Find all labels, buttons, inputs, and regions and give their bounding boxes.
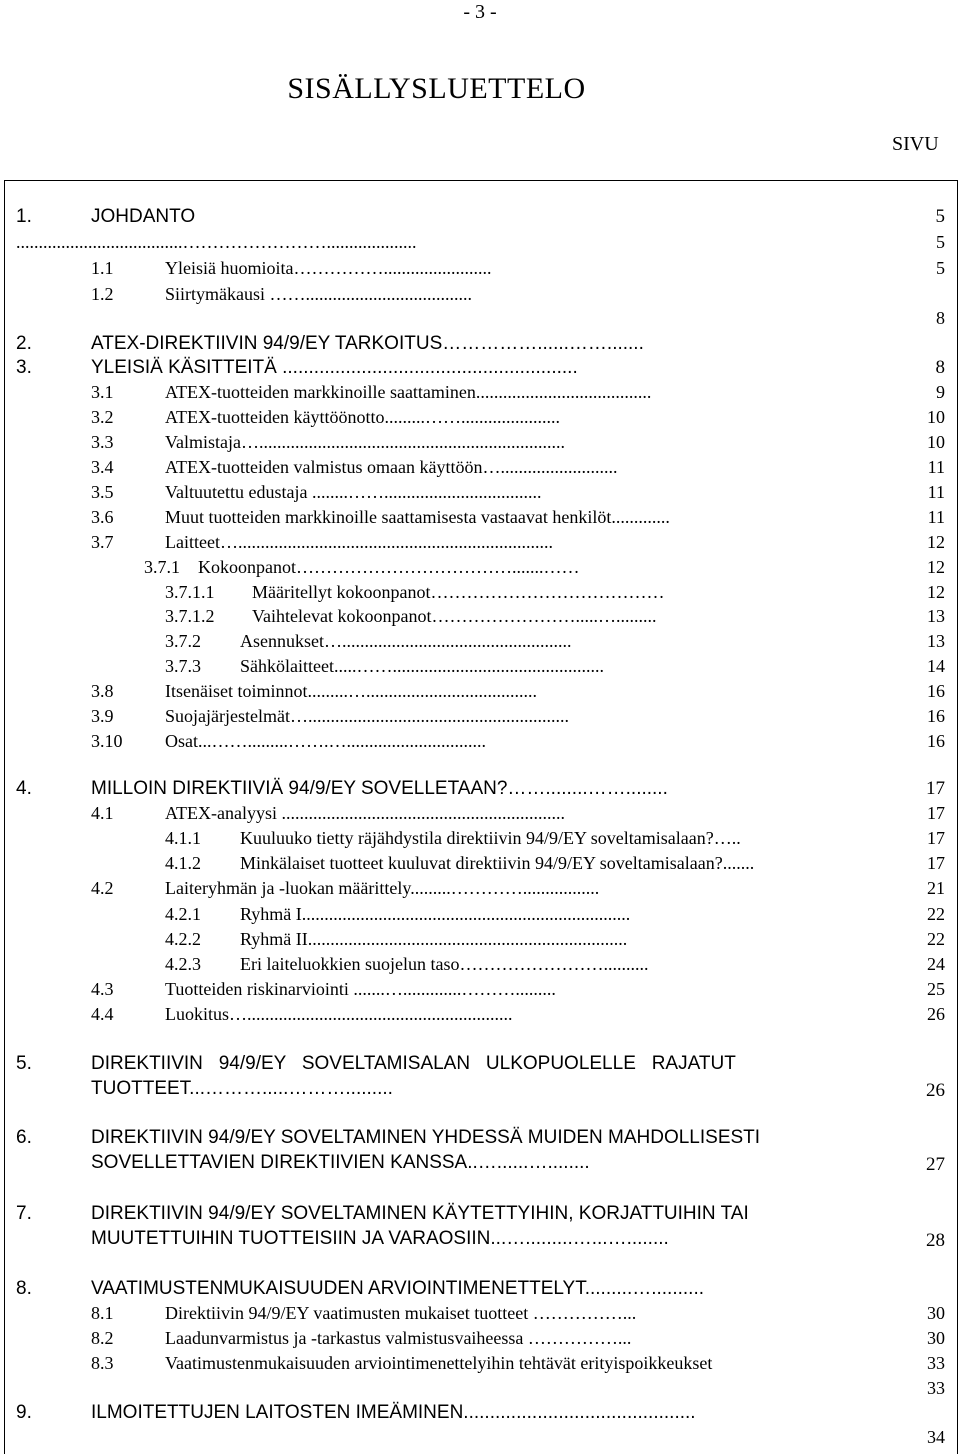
entry-number: 3.4	[91, 457, 114, 477]
entry-title: Kuuluuko tietty räjähdystila direktiivin 94/9/EY soveltamisalaan?…..	[240, 828, 741, 848]
entry-page: 8	[936, 308, 945, 328]
entry-page: 12	[927, 582, 945, 602]
entry-title: Vaatimustenmukaisuuden arviointimenettelyihin tehtävät erityispoikkeukset	[165, 1353, 713, 1373]
entry-page: 24	[927, 954, 945, 974]
toc-entry-3-5[interactable]	[0, 480, 960, 505]
toc-entry-3-1[interactable]	[0, 380, 960, 405]
entry-title: Laiteryhmän ja -luokan määrittely.........………….................	[165, 878, 600, 898]
entry-number: 4.1.1	[165, 828, 201, 848]
entry-title: DIREKTIIVIN 94/9/EY SOVELTAMINEN KÄYTETTYIHIN, KORJATTUIHIN TAI	[91, 1203, 749, 1224]
toc-entry-chapter-6[interactable]	[0, 1125, 960, 1150]
toc-entry-chapter-1[interactable]	[0, 204, 960, 229]
entry-page: 26	[926, 1080, 945, 1101]
toc-entry-1-1[interactable]	[0, 256, 960, 281]
toc-entry-4-3[interactable]	[0, 977, 960, 1002]
toc-entry-4-2[interactable]	[0, 876, 960, 901]
entry-number: 4.2.2	[165, 929, 201, 949]
entry-page: 12	[927, 532, 945, 552]
toc-entry-4-2-2[interactable]	[0, 927, 960, 952]
toc-entry-3-9[interactable]	[0, 704, 960, 729]
entry-number: 8.	[16, 1278, 32, 1299]
toc-entry-3-10[interactable]	[0, 729, 960, 754]
entry-title: Suojajärjestelmät…..........................................................	[165, 706, 569, 726]
entry-page: 33	[927, 1353, 945, 1373]
entry-title: Laitteet…......................................................................	[165, 532, 553, 552]
toc-entry-chapter-4[interactable]	[0, 776, 960, 801]
entry-title: ATEX-tuotteiden käyttöönotto.........……......................	[165, 407, 560, 427]
entry-number: 1.	[16, 206, 32, 227]
toc-entry-chapter-8[interactable]	[0, 1276, 960, 1301]
entry-page: 28	[926, 1230, 945, 1251]
entry-number: 4.3	[91, 979, 114, 999]
toc-entry-3-2[interactable]	[0, 405, 960, 430]
entry-title: Luokitus…...........................................................	[165, 1004, 513, 1024]
page-column-header: SIVU	[892, 133, 939, 155]
entry-page: 17	[927, 828, 945, 848]
entry-title: Laadunvarmistus ja -tarkastus valmistusvaiheessa ……………...	[165, 1328, 632, 1348]
entry-number: 3.	[16, 357, 32, 378]
entry-page: 9	[936, 382, 945, 402]
entry-number: 9.	[16, 1402, 32, 1423]
entry-page: 22	[927, 904, 945, 924]
entry-number: 3.7.1.2	[165, 606, 215, 626]
entry-title: ATEX-tuotteiden valmistus omaan käyttöön…..........................	[165, 457, 618, 477]
entry-page: 11	[927, 482, 945, 502]
entry-page: 17	[927, 803, 945, 823]
entry-title-continued: SOVELLETTAVIEN DIREKTIIVIEN KANSSA..…......…........	[91, 1152, 590, 1173]
toc-entry-chapter-6-cont	[0, 1150, 960, 1175]
entry-page: 34	[927, 1427, 945, 1447]
entry-page: 8	[935, 357, 945, 378]
entry-title: ILMOITETTUJEN LAITOSTEN IMEÄMINEN............................................	[91, 1402, 696, 1423]
entry-number: 4.4	[91, 1004, 114, 1024]
entry-title: Ryhmä I.........................................................................	[240, 904, 631, 924]
entry-title: Valmistaja…....................................................................	[165, 432, 565, 452]
entry-page: 5	[936, 232, 945, 252]
entry-number: 3.9	[91, 706, 114, 726]
entry-number: 2.	[16, 333, 32, 354]
final-page-number	[0, 1425, 960, 1450]
entry-number: 3.10	[91, 731, 123, 751]
entry-title: ATEX-tuotteiden markkinoille saattaminen.......................................	[165, 382, 652, 402]
orphan-page-number	[0, 1376, 960, 1401]
entry-title: Valtuutettu edustaja ........……...................................	[165, 482, 542, 502]
entry-title: Kokoonpanot……………………………….......……	[198, 557, 580, 577]
entry-number: 4.1	[91, 803, 114, 823]
entry-title: VAATIMUSTENMUKAISUUDEN ARVIOINTIMENETTELYT.........…..........	[91, 1278, 705, 1299]
toc-entry-3-7[interactable]	[0, 530, 960, 555]
entry-title: Eri laiteluokkien suojelun taso……………………..........	[240, 954, 649, 974]
toc-entry-chapter-7-cont	[0, 1226, 960, 1251]
entry-page: 10	[927, 407, 945, 427]
entry-page: 12	[927, 557, 945, 577]
toc-entry-4-1-2[interactable]	[0, 851, 960, 876]
toc-entry-4-4[interactable]	[0, 1002, 960, 1027]
entry-title: JOHDANTO	[91, 206, 196, 227]
toc-entry-chapter-3[interactable]	[0, 355, 960, 380]
entry-number: 4.	[16, 778, 32, 799]
toc-entry-4-1-1[interactable]	[0, 826, 960, 851]
toc-entry-3-7-2[interactable]	[0, 629, 960, 654]
toc-entry-chapter-5[interactable]	[0, 1051, 960, 1076]
entry-page: 10	[927, 432, 945, 452]
orphan-page-number	[0, 306, 960, 331]
entry-title: Sähkölaitteet.....……...............................................	[240, 656, 604, 676]
entry-title: Muut tuotteiden markkinoille saattamisesta vastaavat henkilöt.............	[165, 507, 670, 527]
entry-title: ATEX-analyysi ...............................................................	[165, 803, 565, 823]
entry-number: 6.	[16, 1127, 32, 1148]
entry-page: 27	[926, 1154, 945, 1175]
entry-page: 13	[927, 606, 945, 626]
entry-number: 3.7.1	[144, 557, 180, 577]
toc-entry-3-4[interactable]	[0, 455, 960, 480]
toc-entry-chapter-9[interactable]	[0, 1400, 960, 1425]
entry-title-continued: TUOTTEET...……….....……….........	[91, 1078, 393, 1099]
entry-number: 5.	[16, 1053, 32, 1074]
entry-number: 4.2.1	[165, 904, 201, 924]
entry-number: 4.2	[91, 878, 114, 898]
entry-number: 7.	[16, 1203, 32, 1224]
page-number: - 3 -	[463, 1, 497, 23]
entry-page: 14	[927, 656, 945, 676]
entry-number: 8.1	[91, 1303, 114, 1323]
entry-page: 11	[927, 507, 945, 527]
entry-number: 3.7	[91, 532, 114, 552]
entry-number: 4.1.2	[165, 853, 201, 873]
entry-number: 8.3	[91, 1353, 114, 1373]
entry-page: 16	[927, 706, 945, 726]
entry-page: 30	[927, 1303, 945, 1323]
dots-leader: .....................................……………………....................	[16, 232, 417, 252]
entry-title: YLEISIÄ KÄSITTEITÄ ........................................................	[91, 357, 578, 378]
entry-page: 30	[927, 1328, 945, 1348]
entry-number: 1.2	[91, 284, 114, 304]
entry-number: 3.7.3	[165, 656, 201, 676]
toc-dots-line	[0, 230, 960, 255]
toc-entry-4-1[interactable]	[0, 801, 960, 826]
entry-title: Vaihtelevat kokoonpanot…………………….....….........	[252, 606, 657, 626]
toc-entry-3-7-1[interactable]	[0, 555, 960, 580]
entry-page: 11	[927, 457, 945, 477]
entry-number: 3.3	[91, 432, 114, 452]
entry-number: 3.7.2	[165, 631, 201, 651]
entry-page: 26	[927, 1004, 945, 1024]
entry-title: Asennukset…...................................................	[240, 631, 572, 651]
entry-page: 17	[927, 853, 945, 873]
entry-title: Minkälaiset tuotteet kuuluvat direktiivin 94/9/EY soveltamisalaan?.......	[240, 853, 755, 873]
entry-page: 22	[927, 929, 945, 949]
entry-title: DIREKTIIVIN 94/9/EY SOVELTAMINEN YHDESSÄ MUIDEN MAHDOLLISESTI	[91, 1127, 761, 1148]
entry-page: 17	[926, 778, 945, 799]
entry-page: 13	[927, 631, 945, 651]
toc-entry-4-2-3[interactable]	[0, 952, 960, 977]
entry-title-continued: MUUTETTUIHIN TUOTTEISIIN JA VARAOSIIN...….........…...…........	[91, 1228, 669, 1249]
toc-entry-chapter-7[interactable]	[0, 1201, 960, 1226]
entry-title: DIREKTIIVIN 94/9/EY SOVELTAMISALAN ULKOPUOLELLE RAJATUT	[91, 1053, 736, 1074]
entry-title: ATEX-DIREKTIIVIN 94/9/EY TARKOITUS……………......…….......	[91, 333, 644, 354]
entry-number: 3.6	[91, 507, 114, 527]
toc-entry-8-3[interactable]	[0, 1351, 960, 1376]
entry-title: Ryhmä II.......................................................................	[240, 929, 628, 949]
entry-title: Direktiivin 94/9/EY vaatimusten mukaiset tuotteet ……………...	[165, 1303, 637, 1323]
entry-page: 16	[927, 731, 945, 751]
entry-title: Siirtymäkausi …….....................................	[165, 284, 472, 304]
entry-title: Määritellyt kokoonpanot…………………………………	[252, 582, 665, 602]
entry-number: 3.8	[91, 681, 114, 701]
entry-page: 5	[936, 258, 945, 278]
entry-page: 25	[927, 979, 945, 999]
entry-number: 3.7.1.1	[165, 582, 215, 602]
entry-page: 16	[927, 681, 945, 701]
toc-entry-3-7-1-2[interactable]	[0, 604, 960, 629]
entry-title: Itsenäiset toiminnot.........…......................................	[165, 681, 537, 701]
entry-title: Osat...…….........…….…...............................	[165, 731, 486, 751]
entry-title: Tuotteiden riskinarviointi .......….............……….........	[165, 979, 556, 999]
toc-entry-3-8[interactable]	[0, 679, 960, 704]
toc-entry-3-7-1-1[interactable]	[0, 580, 960, 605]
entry-number: 1.1	[91, 258, 114, 278]
entry-page: 33	[927, 1378, 945, 1398]
toc-entry-3-7-3[interactable]	[0, 654, 960, 679]
toc-entry-8-1[interactable]	[0, 1301, 960, 1326]
toc-entry-3-3[interactable]	[0, 430, 960, 455]
entry-number: 3.5	[91, 482, 114, 502]
toc-entry-chapter-2[interactable]	[0, 331, 960, 356]
toc-entry-8-2[interactable]	[0, 1326, 960, 1351]
entry-number: 4.2.3	[165, 954, 201, 974]
document-title: SISÄLLYSLUETTELO	[287, 72, 586, 105]
entry-page: 21	[927, 878, 945, 898]
entry-number: 3.2	[91, 407, 114, 427]
toc-entry-chapter-5-cont	[0, 1076, 960, 1101]
entry-title: MILLOIN DIREKTIIVIÄ 94/9/EY SOVELLETAAN?……........……........	[91, 778, 668, 799]
entry-page: 5	[935, 206, 945, 227]
toc-entry-3-6[interactable]	[0, 505, 960, 530]
entry-number: 8.2	[91, 1328, 114, 1348]
entry-number: 3.1	[91, 382, 114, 402]
toc-entry-4-2-1[interactable]	[0, 902, 960, 927]
entry-title: Yleisiä huomioita……………........................	[165, 258, 492, 278]
toc-entry-1-2[interactable]	[0, 282, 960, 307]
